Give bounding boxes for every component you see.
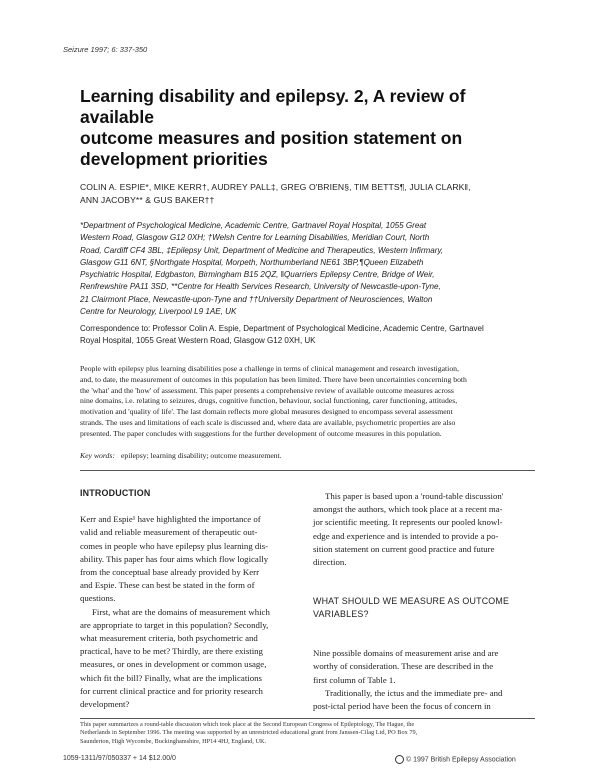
text-line: are appropriate to target in this population? Secondly, [80,619,269,630]
text-line: Kerr and Espie¹ have highlighted the importance of [80,514,261,525]
text-line: comes in people who have epilepsy plus learning dis- [80,540,269,551]
affiliation-line: Glasgow G11 6NT, §Northgate Hospital, Morpeth, Northumberland NE61 3BP,¶Queen Elizabeth [80,257,424,267]
text-line: worthy of consideration. These are described in the [313,661,494,672]
affiliation-line: *Department of Psychological Medicine, Academic Centre, Gartnavel Royal Hospital, 1055 Great [80,221,427,230]
title-line: Learning disability and epilepsy. 2, A review of available [80,86,466,127]
text-line: what measurement criteria, both psychometric and [80,633,258,644]
footnote-line: This paper summarizes a round-table discussion which took place at the Second European Congress of Epileptology, The Hague, the [80,721,415,728]
abstract-line: presented. The paper concludes with suggestions for the further development of outcome measures in this population. [80,428,442,438]
keywords-label: Key words: [80,451,115,460]
abstract [80,364,535,440]
text-line: amongst the authors, which took place at a recent ma- [313,504,503,515]
heading-line: VARIABLES? [313,609,369,620]
text-line: first column of Table 1. [313,674,396,685]
paragraph [80,513,302,605]
text-line: and Espie. These can best be stated in the form of [80,580,255,591]
heading-line: WHAT SHOULD WE MEASURE AS OUTCOME [313,596,510,607]
footnote-line: Netherlands in September 1996. The meeting was supported by an unrestricted educational grant from Janssen-Cilag Ltd, PO Box 79, [80,729,418,737]
correspondence [80,323,535,346]
paragraph [313,647,535,687]
keywords-text: epilepsy; learning disability; outcome measurement. [120,451,282,460]
affiliation-line: Centre for Neurology, Liverpool L9 1AE, UK [80,307,237,317]
affiliation-line: 21 Clairmont Place, Newcastle-upon-Tyne and ††University Department of Neurosciences, Walton [80,294,433,304]
publisher-logo-icon [395,755,404,764]
footnote-divider [80,718,535,719]
text-line: sition statement on current good practice and future [313,543,495,554]
paragraph [313,687,535,713]
text-line: Traditionally, the ictus and the immediate pre- and [325,687,503,698]
footnote [80,721,535,746]
correspondence-line: Royal Hospital, 1055 Great Western Road, Glasgow G12 0XH, UK [80,335,316,345]
affiliations [80,220,535,318]
correspondence-line: Correspondence to: Professor Colin A. Espie, Department of Psychological Medicine, Academic Centre, Gartnavel [80,324,484,333]
author-line: ANN JACOBY** & GUS BAKER†† [80,195,215,205]
text-line: practical, have to be met? Thirdly, are there existing [80,646,263,657]
affiliation-line: Road, Cardiff CF4 3BL, ‡Epilepsy Unit, Department of Medicine and Therapeutics, Western Infirmary, [80,245,444,255]
title-line: development priorities [80,149,268,169]
article-title [80,86,530,170]
text-line: which fit the bill? Finally, what are the implications [80,672,262,683]
abstract-line: the 'what' and the 'how' of assessment. This paper presents a comprehensive review of available outcome measures across [80,385,454,395]
abstract-line: nine domains, i.e. relating to seizures, drugs, cognitive function, behaviour, social functioning, carer functioning, attitudes, [80,396,458,406]
text-line: This paper is based upon a 'round-table discussion' [325,491,504,501]
text-line: valid and reliable measurement of therapeutic out- [80,527,258,538]
text-line: from the conceptual base already provided by Kerr [80,567,260,578]
text-line: Nine possible domains of measurement arise and are [313,648,499,659]
keywords [80,451,535,460]
text-line: ability. This paper has four aims which flow logically [80,553,269,564]
paragraph [313,490,535,569]
text-line: direction. [313,557,347,568]
text-line: development? [80,699,130,710]
text-line: measures, or ones in development or common usage, [80,659,267,670]
affiliation-line: Renfrewshire PA11 3SD, **Centre for Health Services Research, University of Newcastle-upon-Tyne, [80,282,441,292]
right-column [313,490,535,713]
copyright-text: © 1997 British Epilepsy Association [406,756,516,764]
footnote-line: Saunderton, High Wycombe, Buckinghamshire, HP14 4HJ, England, UK. [80,737,267,745]
title-line: outcome measures and position statement on [80,128,463,148]
affiliation-line: Psychiatric Hospital, Edgbaston, Birmingham B15 2QZ, ‖Quarriers Epilepsy Centre, Bridge of Weir, [80,270,435,280]
section-heading-outcome-variables [313,595,535,621]
journal-reference: Seizure 1997; 6: 337-350 [63,45,148,54]
text-line: edge and experience and is intended to provide a po- [313,530,499,541]
author-list [80,181,535,207]
abstract-line: strands. The uses and limitations of each scale is discussed and, where data are available, psychometric properties are also [80,417,456,427]
text-line: First, what are the domains of measurement which [92,606,270,617]
copyright-line [395,755,516,764]
text-line: jor scientific meeting. It represents our pooled knowl- [313,517,503,528]
author-line: COLIN A. ESPIE*, MIKE KERR†, AUDREY PALL‡, GREG O'BRIEN§, TIM BETTS¶, JULIA CLARK‖, [80,182,471,192]
abstract-line: motivation and 'quality of life'. The last domain reflects more global measures designed to encompass several assessment [80,407,453,417]
section-heading-introduction: INTRODUCTION [80,488,151,498]
section-divider [80,470,535,471]
abstract-line: People with epilepsy plus learning disabilities pose a challenge in terms of clinical management and research investigation, [80,364,459,373]
text-line: post-ictal period have been the focus of concern in [313,701,491,712]
abstract-line: and, to date, the measurement of outcomes in this population has been limited. There have been uncertainties concerning both [80,374,467,384]
paragraph [80,606,302,712]
affiliation-line: Western Road, Glasgow G12 0XH; †Welsh Centre for Learning Disabilities, Meridian Court, North [80,233,430,243]
left-column [80,487,302,711]
text-line: for current clinical practice and for priority research [80,685,263,696]
text-line: questions. [80,593,116,604]
issn-price-code: 1059-1311/97/050337 + 14 $12.00/0 [63,755,176,762]
